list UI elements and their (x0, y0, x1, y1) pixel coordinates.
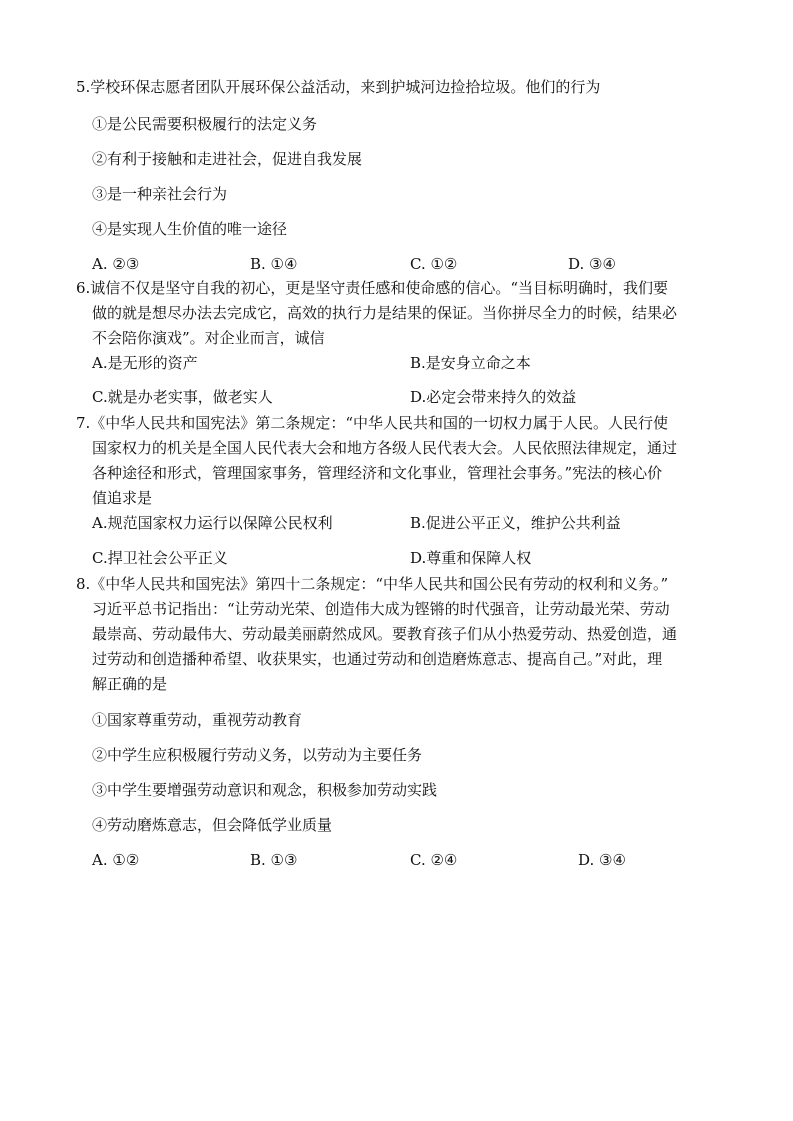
q8-stem-line-3: 最崇高、劳动最伟大、劳动最美丽蔚然成风。要教育孩子们从小热爱劳动、热爱创造，通 (92, 625, 678, 643)
q7-stem-line-4: 值追求是 (92, 489, 153, 507)
q8-option-b: B. ①③ (250, 851, 298, 869)
q6-option-d: D.必定会带来持久的效益 (410, 388, 577, 406)
q5-stem: 5.学校环保志愿者团队开展环保公益活动，来到护城河边捡拾垃圾。他们的行为 (76, 78, 601, 96)
q6-stem-line-1: 6.诚信不仅是坚守自我的初心，更是坚守责任感和使命感的信心。“当目标明确时，我们要 (76, 279, 668, 297)
q6-option-b: B.是安身立命之本 (410, 354, 531, 372)
q8-statement-3: ③中学生要增强劳动意识和观念，积极参加劳动实践 (92, 781, 438, 799)
q8-stem-line-1: 8.《中华人民共和国宪法》第四十二条规定：“中华人民共和国公民有劳动的权利和义务。” (76, 575, 669, 593)
q8-statement-4: ④劳动磨炼意志，但会降低学业质量 (92, 816, 333, 834)
q8-statement-2: ②中学生应积极履行劳动义务，以劳动为主要任务 (92, 746, 423, 764)
q5-statement-1: ①是公民需要积极履行的法定义务 (92, 115, 318, 133)
q6-stem-line-2: 做的就是想尽办法去完成它，高效的执行力是结果的保证。当你拼尽全力的时候，结果必 (92, 304, 678, 322)
q8-option-d: D. ③④ (578, 851, 626, 869)
q6-stem-line-3: 不会陪你演戏”。对企业而言，诚信 (92, 329, 325, 347)
q8-stem-line-4: 过劳动和创造播种希望、收获果实，也通过劳动和创造磨炼意志、提高自己。”对此，理 (92, 650, 663, 668)
q5-statement-3: ③是一种亲社会行为 (92, 185, 228, 203)
q7-option-d: D.尊重和保障人权 (410, 549, 532, 567)
q8-option-c: C. ②④ (410, 851, 458, 869)
q5-option-d: D. ③④ (568, 255, 616, 273)
q7-option-c: C.捍卫社会公平正义 (92, 549, 228, 567)
q8-option-a: A. ①② (92, 851, 140, 869)
q7-stem-line-3: 各种途径和形式，管理国家事务，管理经济和文化事业，管理社会事务。”宪法的核心价 (92, 464, 663, 482)
q5-statement-4: ④是实现人生价值的唯一途径 (92, 220, 288, 238)
q7-stem-line-2: 国家权力的机关是全国人民代表大会和地方各级人民代表大会。人民依照法律规定，通过 (92, 439, 678, 457)
q5-statement-2: ②有利于接触和走进社会，促进自我发展 (92, 150, 363, 168)
q7-option-a: A.规范国家权力运行以保障公民权利 (92, 514, 333, 532)
q6-option-c: C.就是办老实事，做老实人 (92, 388, 273, 406)
q7-option-b: B.促进公平正义，维护公共利益 (410, 514, 621, 532)
q8-stem-line-2: 习近平总书记指出：“让劳动光荣、创造伟大成为铿锵的时代强音，让劳动最光荣、劳动 (92, 600, 670, 618)
q8-stem-line-5: 解正确的是 (92, 675, 168, 693)
q5-option-b: B. ①④ (250, 255, 298, 273)
q5-option-c: C. ①② (410, 255, 458, 273)
q5-option-a: A. ②③ (92, 255, 140, 273)
q7-stem-line-1: 7.《中华人民共和国宪法》第二条规定：“中华人民共和国的一切权力属于人民。人民行使 (76, 414, 668, 432)
q6-option-a: A.是无形的资产 (92, 354, 198, 372)
q8-statement-1: ①国家尊重劳动，重视劳动教育 (92, 711, 303, 729)
